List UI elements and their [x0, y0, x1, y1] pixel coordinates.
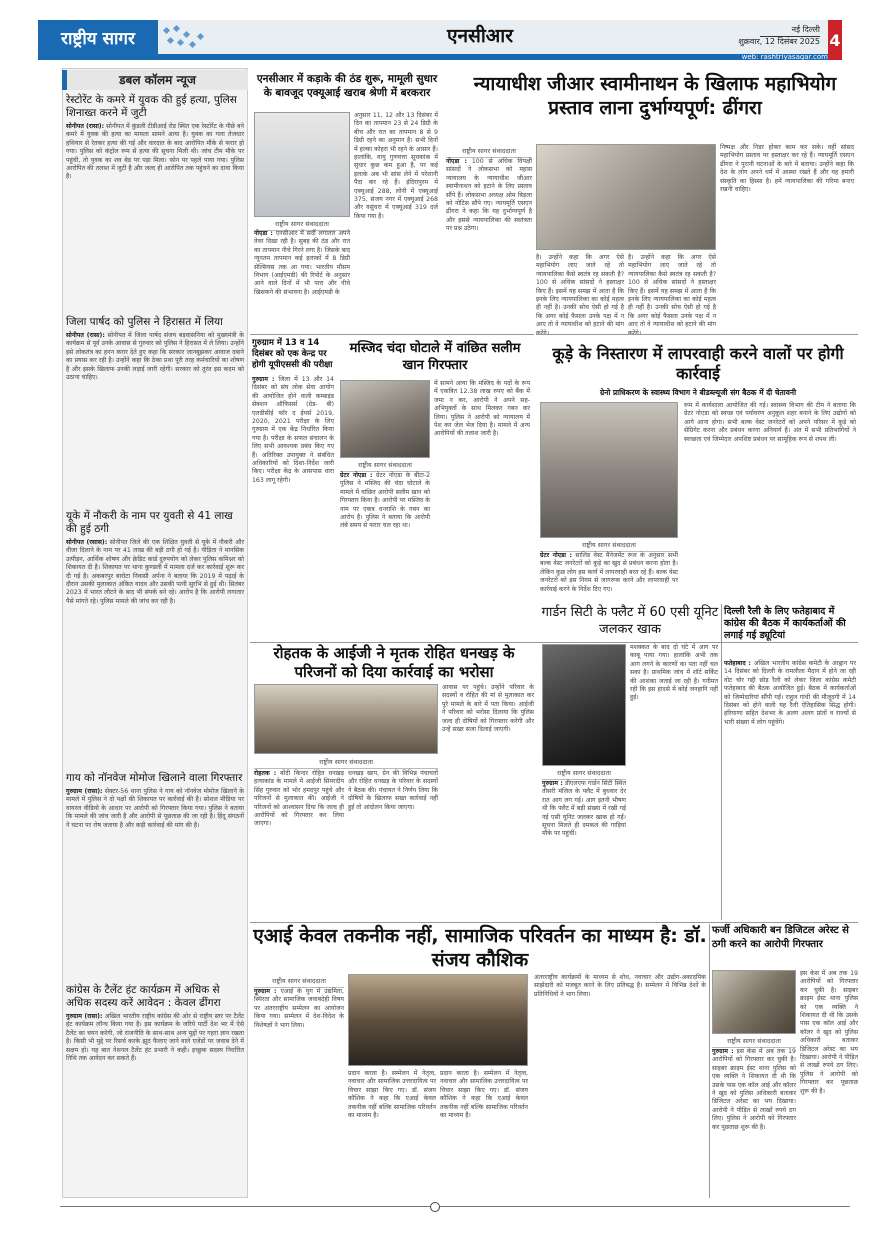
garbage-headline: कूड़े के निस्तारण में लापरवाही करने वालों पर होगी कार्रवाई — [552, 344, 844, 383]
upsc-headline: गुरुग्राम में 13 व 14 दिसंबर को एक केन्द्र पर होगी यूपीएससी की परीक्षा — [252, 338, 333, 370]
divider — [250, 642, 858, 643]
ai-photo — [348, 974, 528, 1066]
story-body: गुरुग्राम (रासा): अखिल भारतीय राष्ट्रीय कांग्रेस की ओर से राष्ट्रीय स्तर पर टैलेंट हंट कार्यक्रम लॉन्च किया गया है। इस कार्यक्रम के जरिये पार्टी देश भर में ऐसे टैलेंट का चयन करेगी, जो राजनीति के साथ-साथ अन्य मुद्दों पर गहरा ज्ञान रखता है। किसी भी मुद्दे पर रिसर्च करके झूठ फैलाए जाने वाले एजेंडों पर जवाब देने में सक्षम हो। यह बात नेशनल टैलेंट हंट प्रभारी ने कही। इच्छुक सदस्य निर्धारित तिथि तक आवेदन कर सकते हैं। — [66, 1013, 245, 1063]
rohtak-photo — [254, 684, 438, 754]
story-uk-fraud — [66, 510, 244, 777]
ai-body-col2: प्रदान करता है। सम्मेलन में नेतृत्व, नवाचार और सामाजिक उत्तरदायित्व पर विचार साझा किए गए। डॉ. संजय कौशिक ने कहा कि एआई केवल तकनीक नहीं बल्कि सामाजिक परिवर्तन का माध्यम है। — [348, 1070, 436, 1120]
ai-body-col3: अंतरराष्ट्रीय कार्यक्रमों के माध्यम से शोध, नवाचार और उद्योग-अकादमिक साझेदारी को मजबूत करने के लिए प्रतिबद्ध है। सम्मेलन में विभिन्न देशों के प्रतिनिधियों ने भाग लिया। — [534, 974, 706, 998]
cyber-headline: फर्जी अधिकारी बन डिजिटल अरेस्ट से ठगी करने का आरोपी गिरफ्तार — [712, 925, 849, 950]
masjid-headline: मस्जिद चंदा घोटाले में वांछित सलीम खान गिरफ्तार — [349, 341, 521, 373]
story-body: सोनीपत (रासा): सोनीपत में कुंडली टीडीआई रोड स्थित एक रेस्टोरेंट के पीछे बने कमरे में युवक की हत्या का मामला सामने आया है। युवक का गला तेजधार हथियार से रेतकर हत्या की गई और वारदात के बाद आरोपित मौके से फरार हो गया। पुलिस को कंट्रोल रूम से हत्या की सूचना मिली थी। जांच टीम मौके पर पहुंची, तो युवक का शव बेड पर पड़ा मिला। फोन पर पहले पाया गया। पुलिस आरोपित की तलाश में जुटी है और जल्द ही आरोपित तक पहुंचने का दावा किया है। — [66, 123, 244, 181]
story-restaurant — [66, 94, 244, 311]
fire-body-col2: मशक्कत के बाद दो घंटे में आग पर काबू पाया गया। हालांकि अभी तक आग लगने के कारणों का पता नहीं चल सका है। प्राथमिक जांच में शॉर्ट सर्किट की आशंका जताई जा रही है। गनीमत रही कि इस हादसे में कोई जनहानि नहीं हुई। — [630, 644, 718, 702]
story-body: सोनीपत (रासा): सोनीपत में जिला पार्षद संजय बड़वासनिया को मुख्यमंत्री के कार्यक्रम से पूर्व उनके आवास से गुरुवार को पुलिस ने हिरासत में ले लिया। उन्होंने इसे लोकतंत्र का हनन करार देते हुए कहा कि सरकार जानबूझकर आवाज दबाने का प्रयास कर रही है। उन्होंने कहा कि ठेका प्रथा पूरी तरह कर्मचारियों का शोषण है और इसके खिलाफ उनकी लड़ाई जारी रहेगी। सरकार को तुरंत इस कदम को उठाना चाहिए। — [66, 332, 244, 382]
garbage-caption: राष्ट्रीय सागर संवाददाता — [540, 540, 678, 552]
newspaper-logo: राष्ट्रीय सागर — [61, 28, 135, 49]
page-number: 4 — [828, 20, 842, 60]
rohtak-caption: राष्ट्रीय सागर संवाददाता — [254, 757, 438, 769]
divider — [721, 604, 722, 920]
judge-body-col3: निष्पक्ष और निडर होकर काम कर सके। वहीं सांसद महाभियोग प्रस्ताव पर हस्ताक्षर कर रहे हैं। न्यायमूर्ति एसएन ढींगरा ने पुरानी घटनाओं के बारे में बताया। उन्होंने कहा कि देश के लोग अपने धर्म में आस्था रखते हैं और यह हमारी संस्कृति का हिस्सा है। हमें न्यायपालिका की गरिमा बनाए रखनी चाहिए। — [720, 144, 854, 194]
judge-photo — [536, 144, 716, 250]
judge-body-col2: है। उन्होंने कहा कि अगर ऐसे महाभियोग लाए जाते रहे तो न्यायपालिका कैसे स्वतंत्र रह सकती है? 100 से अधिक सांसदों ने हस्ताक्षर किए हैं। इसमें यह समझ में आता है कि इनके लिए न्यायपालिका का कोई महत्व ही नहीं है। उनकी सोच ऐसी हो गई है कि अगर कोई फैसला उनके पक्ष में न आए तो वे न्यायाधीश को हटाने की मांग — [536, 254, 624, 329]
aqi-headline: एनसीआर में कड़ाके की ठंड शुरू, मामूली सुधार के बावजूद एक्यूआई खराब श्रेणी में बरकरार — [256, 73, 438, 99]
aqi-photo-caption: राष्ट्रीय सागर संवाददाता — [254, 219, 350, 231]
story-body: गुरुग्राम (रासा): सेक्टर-56 थाना पुलिस ने गाय को नॉनवेज मोमोज खिलाने के मामले में पुलिस ने दो पक्षों की शिकायत पर कार्रवाई की है। सोशल मीडिया पर वायरल वीडियो के आधार पर आरोपी को गिरफ्तार किया गया। पुलिस ने बताया कि मामले की जांच जारी है और आरोपी से पूछताछ की जा रही है। हिंदू संगठनों ने घटना पर रोष जताया है और कड़ी कार्रवाई की मांग की है। — [66, 788, 244, 829]
fire-photo — [542, 644, 626, 766]
ai-caption: राष्ट्रीय सागर संवाददाता — [254, 976, 344, 988]
ai-body-col2b: प्रदान करता है। सम्मेलन में नेतृत्व, नवाचार और सामाजिक उत्तरदायित्व पर विचार साझा किए गए। डॉ. संजय कौशिक ने कहा कि एआई केवल तकनीक नहीं बल्कि सामाजिक परिवर्तन का माध्यम है। — [440, 1070, 528, 1120]
story-headline: जिला पार्षद को पुलिस ने हिरासत में लिया — [66, 316, 223, 328]
registration-mark-icon — [430, 1202, 440, 1212]
footer-rule — [60, 1206, 850, 1207]
decorative-dots-icon — [160, 24, 210, 52]
rally-body: फतेहाबाद : अखिल भारतीय कांग्रेस कमेटी के आह्वान पर 14 दिसंबर को दिल्ली के रामलीला मैदान में होने जा रही वोट चोर गद्दी छोड़ रैली को लेकर जिला कांग्रेस कमेटी फतेहाबाद की बैठक आयोजित हुई। बैठक में कार्यकर्ताओं को जिम्मेदारियां सौंपी गईं। राहुल गांधी की मौजूदगी में 14 दिसंबर को होने वाली यह रैली ऐतिहासिक सिद्ध होगी। हरियाणा सहित देशभर के अलग अलग प्रांतों व राज्यों से भारी संख्या में लोग पहुंचेंगे। — [724, 660, 856, 726]
divider — [250, 922, 858, 923]
garbage-subheadline: ग्रेनो प्राधिकरण के स्वास्थ्य विभाग ने बीडब्ल्यूजी संग बैठक में दी चेतावनी — [599, 388, 797, 397]
masjid-photo — [340, 380, 430, 458]
story-headline: कांग्रेस के टैलेंट हंट कार्यक्रम में अधिक से अधिक सदस्य करें आवेदन : केवल ढींगरा — [66, 984, 221, 1009]
masjid-body-col1: ग्रेटर नोएडा : ग्रेटर नोएडा के बीटा-2 पुलिस ने मस्जिद की चंदा घोटाले के मामले में वांछित आरोपी सलीम खान को गिरफ्तार किया है। आरोपी पर मस्जिद के नाम पर एकत्र धनराशि के गबन का आरोप है। पुलिस ने बताया कि आरोपी लंबे समय से फरार चल रहा था। — [340, 472, 431, 530]
cyber-caption: राष्ट्रीय सागर संवाददाता — [712, 1036, 796, 1048]
garbage-photo — [540, 402, 678, 538]
judge-body-col1: नोएडा : 100 से अधिक विपक्षी सांसदों ने लोकसभा को महास न्यायालय के न्यायाधीश जीआर स्वामीनाथन को हटाने के लिए प्रस्ताव सौंपे हैं। लोकसभा अध्यक्ष ओम बिड़ला को नोटिस सौंपे गए। न्यायमूर्ति एसएन ढींगरा ने कहा कि यह दुर्भाग्यपूर्ण है और इससे न्यायपालिका की स्वतंत्रता पर प्रश्न उठेगा। — [446, 158, 533, 233]
rohtak-body-col1: रोहतक : बोंदी किन्दर रोहित धनखड़ हत्याकांड के मामले में आईजी सिमरदीप सिंह गुरुवार को भोर हमदपुर पहुंचे और परिजनों से मुलाकात की। आईजी ने परिजनों को आश्वासन दिया कि जल्द ही आरोपियों को गिरफ्तार कर लिया जाएगा। — [254, 770, 344, 828]
divider — [709, 924, 710, 1198]
story-councillor — [66, 316, 244, 492]
story-momos — [66, 772, 244, 984]
masjid-body-col2: में सामने आया कि मस्जिद के पदों के रूप में एकत्रित 12.38 लाख रुपए को बैंक में जमा न कर, आरोपी ने अपने सह-अभियुक्तों के साथ मिलकर गबन कर लिया। पुलिस ने आरोपी को न्यायालय में पेश कर जेल भेज दिया है। मामले में अन्य आरोपियों की तलाश जारी है। — [434, 380, 530, 438]
edition-city: नई दिल्ली — [760, 24, 820, 37]
rally-headline: दिल्ली रैली के लिए फतेहाबाद में कांग्रेस की बैठक में कार्यकर्ताओं की लगाई गई ड्यूटियां — [724, 606, 846, 641]
aqi-body-col2: अनुसार 11, 12 और 13 दिसंबर में दिन का तापमान 23 से 24 डिग्री के बीच और रात का तापमान 8 से 9 डिग्री रहने का अनुमान है। सभी दिनों में हल्का कोहरा भी रहने के आसार हैं। हालांकि, वायु गुणवत्ता सूचकांक में सुधार कुछ कम हुआ है, पर कई इलाके अब भी सांस लेने में परेशानी पैदा कर रहे हैं। इंदिरापुरम में एक्यूआई 288, लोनी में एक्यूआई 375, संजय नगर में एक्यूआई 268 और वसुंधरा में एक्यूआई 319 दर्ज किया गया है। — [354, 112, 438, 220]
judge-caption: राष्ट्रीय सागर संवाददाता — [446, 146, 532, 158]
cyber-body-col2: इस केस में अब तक 19 आरोपियों को गिरफ्तार कर चुकी है। साइबर क्राइम ईस्ट थाना पुलिस को एक व्यक्ति ने शिकायत दी थी कि उसके पास एक कॉल आई और कॉलर ने खुद को पुलिस अधिकारी बताकर डिजिटल अरेस्ट का भय दिखाया। आरोपी ने पीड़ित से लाखों रुपये ठग लिए। पुलिस ने आरोपी को गिरफ्तार कर पूछताछ शुरू की है। — [800, 970, 858, 1095]
fire-body-col1: गुरुग्राम : डीएलएफ गार्डन सिटी स्थित तीसरी मंजिल के फ्लैट में बुधवार देर रात आग लग गई। आग इतनी भीषण थी कि फ्लैट में बड़ी संख्या में रखी गई नई एसी यूनिट जलकर खाक हो गईं। सूचना मिलते ही दमकल की गाड़ियां मौके पर पहुंचीं। — [542, 780, 626, 838]
double-column-news-title: डबल कॉलम न्यूज — [62, 70, 248, 90]
story-headline: गाय को नॉनवेज मोमोज खिलाने वाला गिरफ्तार — [66, 772, 243, 784]
upsc-body: गुरुग्राम : जिला में 13 और 14 दिसंबर को संघ लोक सेवा आयोग की आयोजित होने वाली कम्बाइंड सेक्शन ऑफिसर्स (ग्रेड- बी) एलडीसीई फॉर द ईयर्स 2019, 2020, 2021 परीक्षा के लिए गुरुग्राम में एक केंद्र निर्धारित किया गया है। परीक्षा के सफल संचालन के लिए सभी आवश्यक प्रबंध किए गए हैं। अतिरिक्त उपायुक्त ने संबंधित अधिकारियों को दिशा-निर्देश जारी किए। परीक्षा केंद्र के आसपास धारा 163 लागू रहेगी। — [252, 376, 334, 484]
story-body: सोनीपत (रसास): सोनीपत जिले की एक शिक्षित युवती से यूके में नौकरी और वीजा दिलाने के नाम पर 41 लाख की बड़ी ठगी हो गई है। पीड़िता ने मानसिक उत्पीड़न, आर्थिक शोषण और क्रेडिट कार्ड दुरुपयोग को लेकर पुलिस कमिश्नर को शिकायत दी है। शिकायत पर थाना कुण्डली में मामला दर्ज कर कार्रवाई शुरू कर दी गई है। अकबरपुर बारोटा निवासी अर्पना ने बताया कि 2019 में पढ़ाई के दौरान उसकी मुलाकात अंकित यादव और उसकी पत्नी सुरभि से हुई थी। सितंबर 2023 में भारत लौटने के बाद भी संपर्क बने रहे। आरोप है कि आरोपी लगातार पैसे मांगते रहे। पुलिस मामले की जांच कर रही है। — [66, 539, 244, 605]
judge-body-col2b: है। उन्होंने कहा कि अगर ऐसे महाभियोग लाए जाते रहे तो न्यायपालिका कैसे स्वतंत्र रह सकती है? 100 से अधिक सांसदों ने हस्ताक्षर किए हैं। इसमें यह समझ में आता है कि इनके लिए न्यायपालिका का कोई महत्व ही नहीं है। उनकी सोच ऐसी हो गई है कि अगर कोई फैसला उनके पक्ष में न आए तो वे न्यायाधीश को हटाने की मांग — [628, 254, 716, 329]
section-title: एनसीआर — [446, 25, 513, 47]
aqi-photo — [254, 112, 350, 217]
divider — [536, 334, 858, 335]
dateline: सोनीपत (रासा): — [66, 123, 105, 130]
rohtak-body-col2: धनखड़ खाप, ग्रेन की विभिन्न पंचायतों और रोहित धनखड़ के परिवार के सदस्यों ने बैठक की। पंचायत ने निर्णय लिया कि दोषियों के खिलाफ सख्त कार्रवाई नहीं हुई तो आंदोलन किया जाएगा। — [348, 770, 438, 811]
judge-headline: न्यायाधीश जीआर स्वामीनाथन के खिलाफ महाभियोग प्रस्ताव लाना दुर्भाग्यपूर्ण: ढींगरा — [473, 73, 837, 119]
divider — [250, 334, 534, 335]
fire-caption: राष्ट्रीय सागर संवाददाता — [542, 768, 626, 780]
aqi-body-col1: नोएडा : एनसीआर में सर्दी लगातार अपने तेवर दिखा रही है। सुबह की ठंड और रात का तापमान नीचे गिरने लगा है। जिसके बाद न्यूनतम तापमान कई इलाकों में 8 डिग्री सेल्सियस तक आ गया। भारतीय मौसम विभाग (आईएमडी) की रिपोर्ट के अनुसार आने वाले दिनों में भी पारा और नीचे खिसकने की संभावना है। आईएमडी के — [254, 230, 351, 296]
masjid-caption: राष्ट्रीय सागर संवाददाता — [340, 460, 430, 472]
ai-headline: एआई केवल तकनीक नहीं, सामाजिक परिवर्तन का माध्यम है: डॉ. संजय कौशिक — [253, 925, 707, 971]
edition-date: शुक्रवार, 12 दिसंबर 2025 — [738, 37, 820, 46]
story-headline: रेस्टोरेंट के कमरे में युवक की हुई हत्या, पुलिस शिनाख्त करने में जुटी — [66, 94, 237, 119]
cyber-photo — [712, 970, 796, 1034]
rohtak-headline: रोहतक के आईजी ने मृतक रोहित धनखड़ के परिजनों को दिया कार्रवाई का भरोसा — [273, 644, 515, 681]
garbage-body-col1: ग्रेटर नोएडा : सालिड वेस्ट मैनेजमेंट रूल के अनुसार सभी बल्क वेस्ट जनरेटरों को कूड़े का खुद से प्रबंधन करना होता है। लेकिन कुछ लोग इस कार्य में लापरवाही बरत रहे हैं। बल्क वेस्ट जनरेटरों को इस नियम से जागरूक करने और लापरवाही पर कार्रवाई करने के निर्देश दिए गए। — [540, 552, 679, 593]
website-link[interactable]: web: rashtriyasagar.com — [741, 53, 828, 61]
ai-body-col1: गुरुग्राम : एआई के युग में उद्यमिता, स्थिरता और सामाजिक जवाबदेही विषय पर अंतरराष्ट्रीय सम्मेलन का आयोजन किया गया। सम्मेलन में देश-विदेश के विशेषज्ञों ने भाग लिया। — [254, 988, 344, 1029]
cyber-body-col1: गुरुग्राम : इस केस में अब तक 19 आरोपियों को गिरफ्तार कर चुकी है। साइबर क्राइम ईस्ट थाना पुलिस को एक व्यक्ति ने शिकायत दी थी कि उसके पास एक कॉल आई और कॉलर ने खुद को पुलिस अधिकारी बताकर डिजिटल अरेस्ट का भय दिखाया। आरोपी ने पीड़ित से लाखों रुपये ठग लिए। पुलिस ने आरोपी को गिरफ्तार कर पूछताछ शुरू की है। — [712, 1048, 796, 1131]
story-headline: यूके में नौकरी के नाम पर युवती से 41 लाख की हुई ठगी — [66, 510, 233, 535]
story-talent-hunt — [66, 984, 244, 1193]
garbage-body-col2: रूम में कार्यशाला आयोजित की गई। स्वास्थ्य विभाग की टीम ने बताया कि ग्रेटर नोएडा को स्वच्छ एवं पर्यावरण अनुकूल शहर बनाने के लिए उद्योगों को आगे आना होगा। सभी बल्क वेस्ट जनरेटरों को अपने परिसर में कूड़े को सेग्रिगेट करना और प्रबंधन करना अनिवार्य है। अंत में सभी प्रतिभागियों ने स्वच्छता एवं जिम्मेदार अपशिष्ट प्रबंधन पर सामूहिक रूप से शपथ ली। — [684, 402, 856, 443]
fire-headline: गार्डन सिटी के फ्लैट में 60 एसी यूनिट जलकर खाक — [541, 605, 719, 637]
rohtak-body-col3: आवास पर पहुंचे। उन्होंने परिवार के सदस्यों व रोहित की मां से मुलाकात कर पूरे मामले के बारे में पता किया। आईजी ने परिवार को भरोसा दिलाया कि पुलिस जल्द ही दोषियों को गिरफ्तार करेगी और उन्हें सख्त सजा दिलाई जाएगी। — [442, 684, 534, 734]
